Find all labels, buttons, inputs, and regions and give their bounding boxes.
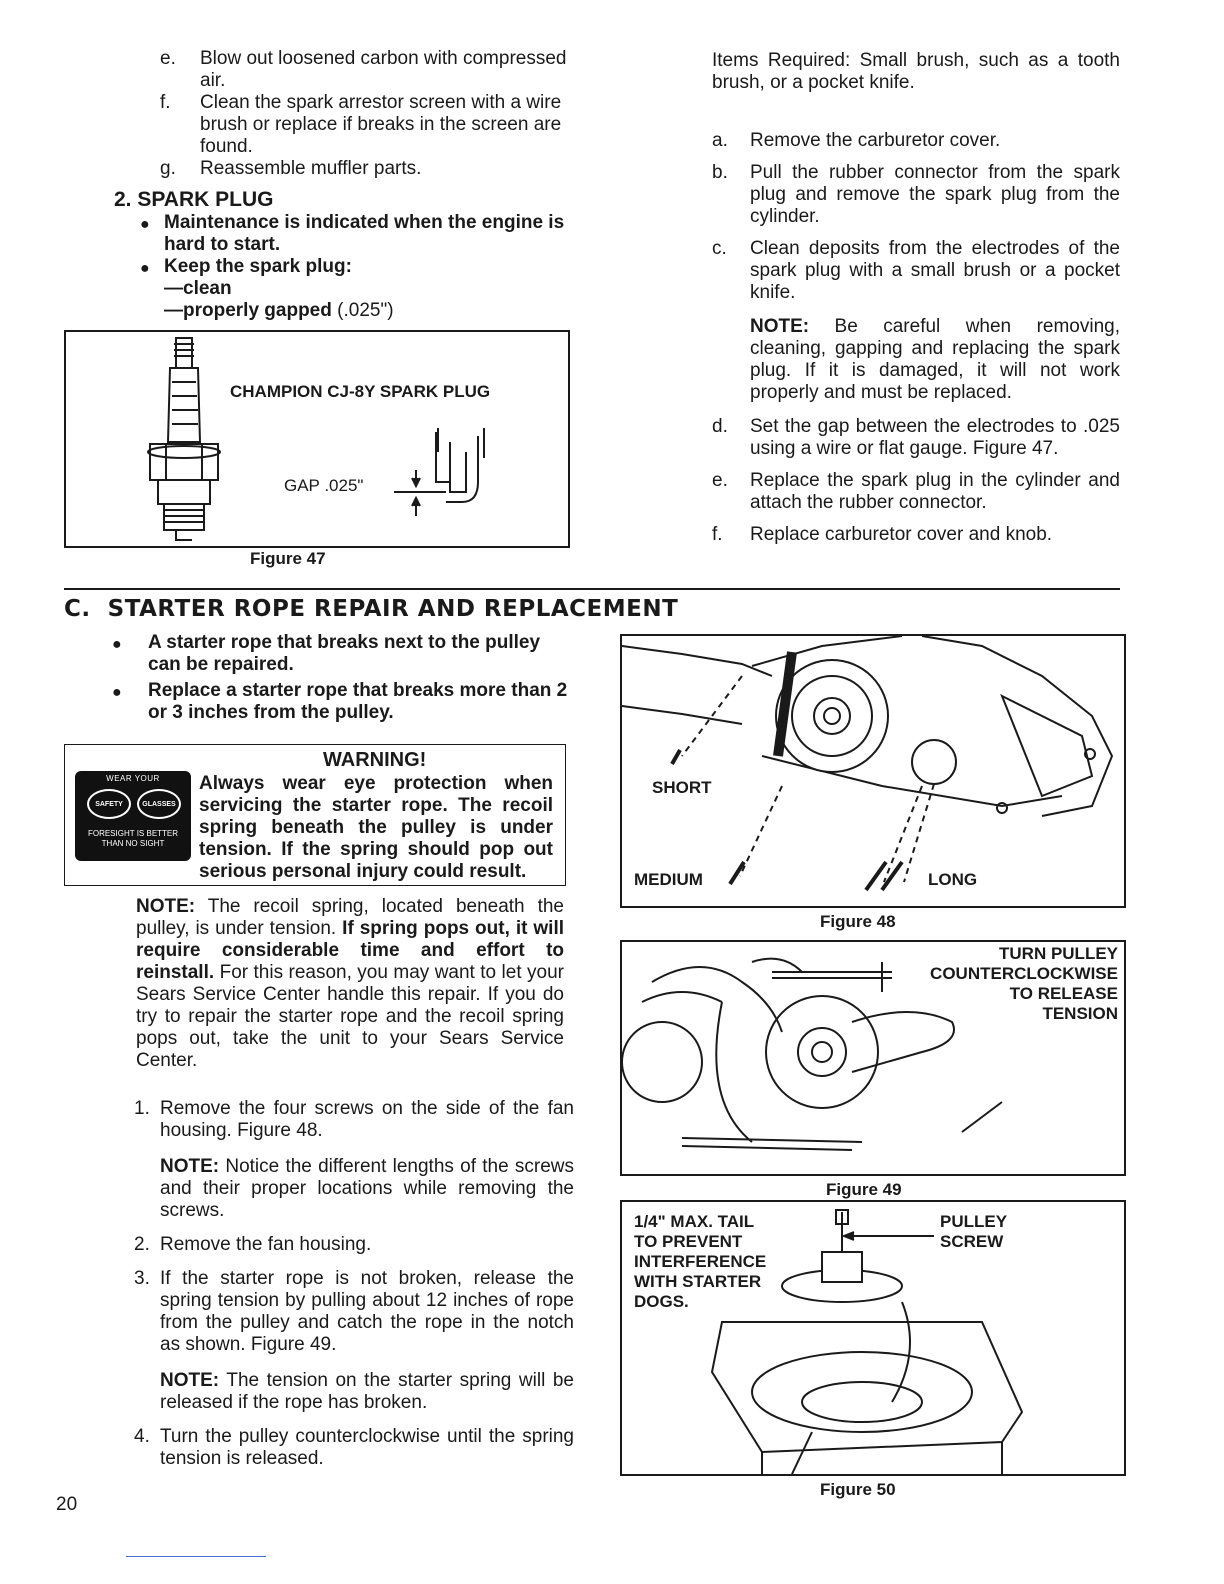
spark-plug-illustration [66,332,568,546]
figure-49-caption: Figure 49 [826,1180,902,1199]
step-letter: f. [712,524,723,545]
note-label: NOTE: [160,1370,220,1391]
badge-left-text: SAFETY [87,789,131,819]
list-item [134,1098,574,1142]
label-line: WITH STARTER [634,1272,762,1291]
list-item [112,680,572,724]
list-item [712,130,1120,152]
step-letter: a. [712,130,728,151]
spark-plug-steps [712,130,1120,546]
bullet-icon: ● [140,260,150,277]
step-text: Pull the rubber connector from the spark plug and remove the spark plug from the cylinder. [750,162,1120,227]
label-line: TENSION [1042,1004,1118,1023]
list-item [160,48,570,92]
step-text: Set the gap between the electrodes to .025 using a wire or flat gauge. Figure 47. [750,416,1120,459]
muffler-steps [160,48,570,180]
step-letter: e. [160,48,176,69]
note-text: For this reason, you may want to let your Sears Service Center handle this repair. If you do try to repair the starter rope and the recoil spring pops out, take the unit to your Sears Service Center. [136,962,564,1071]
badge-right-text: GLASSES [137,789,181,819]
figure-47-caption: Figure 47 [250,549,326,568]
pulley-screw-label [940,1212,1007,1252]
spark-plug-bullets [140,212,570,322]
section-divider [64,588,1120,590]
label-line: SCREW [940,1232,1004,1251]
note-label: NOTE: [750,316,810,337]
gap-label: GAP .025" [284,476,364,495]
bullet-text: A starter rope that breaks next to the pulley can be repaired. [148,632,541,675]
step-text: Reassemble muffler parts. [200,158,422,179]
figure-47 [64,330,570,548]
step-text: Replace the spark plug in the cylinder and attach the rubber connector. [750,470,1120,513]
step-letter: f. [160,92,171,113]
step-letter: e. [712,470,728,491]
label-line: 1/4" MAX. TAIL [634,1212,755,1231]
step-text: Clean deposits from the electrodes of the spark plug with a small brush or a pocket knife. [750,238,1120,303]
numbered-steps [134,1098,574,1470]
list-item [712,416,1120,460]
warning-text: Always wear eye protection when servicing the starter rope. The recoil spring beneath the pulley is under tension. If the spring should pop out serious personal injury could result. [199,773,553,882]
list-item [134,1268,574,1356]
step-number: 2. [134,1234,150,1255]
badge-bottom-text: FORESIGHT IS BETTER THAN NO SIGHT [87,829,179,848]
page-number: 20 [56,1494,78,1515]
label-line: TURN PULLEY [999,944,1118,963]
figure-49 [620,940,1126,1176]
step-letter: g. [160,158,176,179]
step-text: Remove the fan housing. [160,1234,372,1255]
step-number: 1. [134,1098,150,1119]
items-required: Items Required: Small brush, such as a tooth brush, or a pocket knife. [712,50,1120,93]
long-label: LONG [928,870,978,889]
label-line: PULLEY [940,1212,1008,1231]
label-line: DOGS. [634,1292,689,1311]
step-text: Remove the four screws on the side of the fan housing. Figure 48. [160,1098,574,1141]
list-item [134,1234,574,1256]
list-item [160,92,570,158]
step-letter: b. [712,162,728,183]
figure-48-caption: Figure 48 [820,912,896,931]
warning-box [64,744,566,886]
step-text: Replace carburetor cover and knob. [750,524,1053,545]
list-item [112,632,572,676]
bullet-icon: ● [112,636,122,653]
list-item [712,162,1120,228]
figure-50 [620,1200,1126,1476]
gap-value: (.025") [337,300,394,321]
list-item [140,256,570,278]
step-text: Clean the spark arrestor screen with a wire brush or replace if breaks in the screen are found. [200,92,562,157]
list-item [134,1426,574,1470]
badge-top-text: WEAR YOUR [106,774,160,783]
step-number: 3. [134,1268,150,1289]
note-label: NOTE: [136,896,196,917]
spark-plug-heading: 2. SPARK PLUG [114,188,274,211]
list-item [712,470,1120,514]
list-item [712,524,1120,546]
bottom-rule [126,1556,266,1557]
step-letter: d. [712,416,728,437]
step-text: If the starter rope is not broken, release the spring tension by pulling about 12 inches of rope from the pulley and catch the rope in the notch as shown. Figure 49. [160,1268,574,1355]
turn-pulley-label [930,944,1118,1024]
section-c-title: C. STARTER ROPE REPAIR AND REPLACEMENT [64,596,679,622]
bullet-text: Maintenance is indicated when the engine is hard to start. [164,212,565,255]
figure-48 [620,634,1126,908]
item-clean: —clean [164,278,232,299]
gapped-label: —properly gapped [164,300,332,321]
item-gapped [140,300,570,322]
short-label: SHORT [652,778,712,797]
label-line: COUNTERCLOCKWISE [930,964,1118,983]
spark-plug-label: CHAMPION CJ-8Y SPARK PLUG [230,382,491,401]
label-line: TO RELEASE [1009,984,1118,1003]
screws-note [134,1156,574,1222]
glasses-icon [75,785,191,825]
tension-note [134,1370,574,1414]
tail-label [634,1212,766,1312]
list-item [712,238,1120,304]
safety-glasses-badge [75,771,191,861]
list-item [140,212,570,256]
note-text: Be careful when removing, cleaning, gapping and replacing the spark plug. If it is damaged, it will not work properly and must be replaced. [750,316,1120,403]
medium-label: MEDIUM [634,870,703,889]
spark-plug-note [712,316,1120,404]
note-label: NOTE: [160,1156,220,1177]
chainsaw-illustration [622,636,1124,906]
warning-title: WARNING! [323,749,427,771]
step-text: Turn the pulley counterclockwise until the spring tension is released. [160,1426,574,1469]
note-text: The tension on the starter spring will be released if the rope has broken. [160,1370,574,1413]
section-c-bullets [112,632,572,724]
step-number: 4. [134,1426,150,1447]
bullet-text: Keep the spark plug: [164,256,352,277]
list-item [160,158,570,180]
figure-50-caption: Figure 50 [820,1480,896,1499]
note-text: The recoil spring, located beneath the pulley, is under tension. [136,896,564,939]
label-line: INTERFERENCE [634,1252,767,1271]
bullet-text: Replace a starter rope that breaks more than 2 or 3 inches from the pulley. [148,680,568,723]
step-text: Blow out loosened carbon with compressed air. [200,48,567,91]
label-line: TO PREVENT [634,1232,743,1251]
bullet-icon: ● [112,684,122,701]
step-text: Remove the carburetor cover. [750,130,1001,151]
bullet-icon: ● [140,216,150,233]
recoil-note [136,896,564,1072]
note-text: Notice the different lengths of the screws and their proper locations while removing the screws. [160,1156,574,1221]
step-letter: c. [712,238,727,259]
note-bold-text: If spring pops out, it will require considerable time and effort to reinstall. [136,918,564,983]
